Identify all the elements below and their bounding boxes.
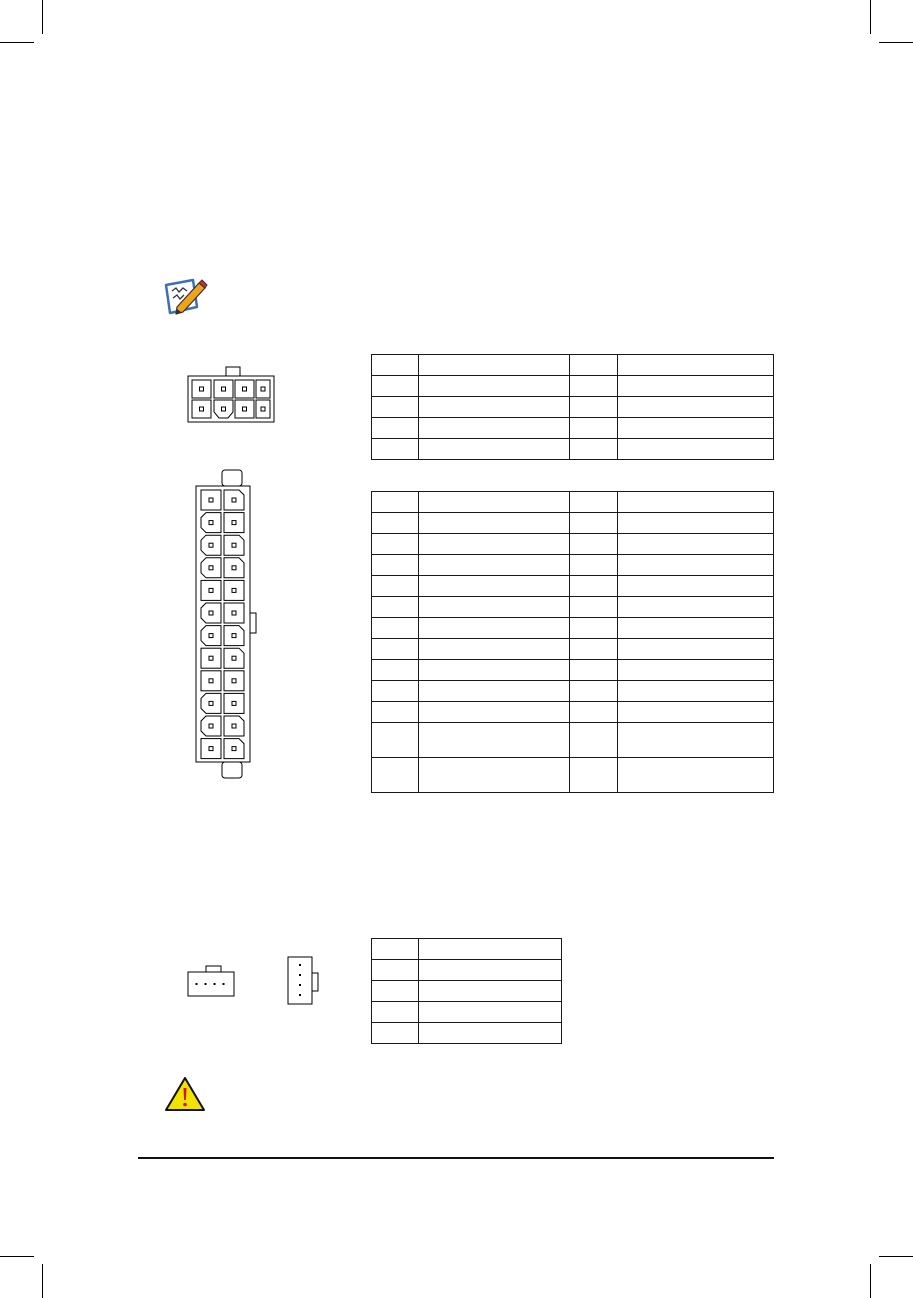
footer-rule: [138, 1157, 774, 1159]
connector-pin: [224, 648, 244, 668]
table-cell: [372, 418, 419, 439]
table-cell: [372, 555, 419, 576]
table-cell: [618, 513, 774, 534]
connector-pin: [224, 513, 244, 533]
connector-pin: [201, 648, 221, 668]
table-row: [372, 418, 774, 439]
connector-pin: [201, 693, 221, 713]
table-row: [372, 513, 774, 534]
table-cell: [618, 555, 774, 576]
connector-pin: [201, 513, 221, 533]
table-cell: [372, 939, 419, 960]
table-row: [372, 960, 562, 981]
connector-pin: [224, 603, 244, 623]
table-cell: [419, 439, 570, 460]
note-pencil-icon: [163, 277, 209, 319]
table-row: [372, 758, 774, 793]
table-cell: [372, 960, 419, 981]
connector-pin: [224, 535, 244, 555]
connector-pin: [201, 603, 221, 623]
table-cell: [372, 1002, 419, 1023]
table-cell: [570, 597, 618, 618]
table-cell: [570, 618, 618, 639]
table-row: [372, 534, 774, 555]
table-row: [372, 397, 774, 418]
connector-pin: [201, 580, 221, 600]
table-cell: [570, 660, 618, 681]
connector-pin: [201, 535, 221, 555]
table-cell: [570, 397, 618, 418]
table-cell: [419, 513, 570, 534]
table-cell: [419, 355, 570, 376]
atx-24pin-connector-diagram: [195, 469, 261, 780]
fan-header-pin-table: [371, 938, 562, 1044]
table-cell: [419, 639, 570, 660]
table-cell: [419, 758, 570, 793]
table-cell: [570, 513, 618, 534]
table-cell: [618, 723, 774, 758]
table-row: [372, 702, 774, 723]
table-row: [372, 576, 774, 597]
table-cell: [618, 534, 774, 555]
table-cell: [618, 702, 774, 723]
table-cell: [419, 534, 570, 555]
table-row: [372, 1002, 562, 1023]
table-row: [372, 1023, 562, 1044]
table-row: [372, 618, 774, 639]
table-cell: [372, 439, 419, 460]
table-cell: [570, 555, 618, 576]
table-row: [372, 939, 562, 960]
atx-12v-8pin-connector-diagram: [184, 366, 278, 424]
table-cell: [618, 492, 774, 513]
fan-header-vertical-diagram: [287, 956, 321, 1006]
table-cell: [419, 939, 562, 960]
table-cell: [570, 702, 618, 723]
table-cell: [618, 376, 774, 397]
table-cell: [618, 418, 774, 439]
table-row: [372, 681, 774, 702]
table-cell: [419, 1023, 562, 1044]
connector-pin: [224, 716, 244, 736]
table-cell: [419, 1002, 562, 1023]
table-cell: [570, 576, 618, 597]
table-cell: [618, 758, 774, 793]
table-row: [372, 660, 774, 681]
table-row: [372, 555, 774, 576]
table-cell: [419, 660, 570, 681]
table-cell: [419, 397, 570, 418]
table-cell: [372, 576, 419, 597]
table-cell: [372, 376, 419, 397]
table-cell: [618, 639, 774, 660]
table-cell: [372, 397, 419, 418]
connector-pin: [224, 626, 244, 646]
table-cell: [618, 576, 774, 597]
table-row: [372, 376, 774, 397]
table-cell: [419, 618, 570, 639]
table-row: [372, 981, 562, 1002]
table-cell: [570, 534, 618, 555]
table-cell: [372, 513, 419, 534]
table-cell: [618, 618, 774, 639]
connector-pin: [201, 671, 221, 691]
table-row: [372, 492, 774, 513]
table-cell: [419, 418, 570, 439]
atx-24pin-table: [371, 491, 774, 793]
table-cell: [570, 418, 618, 439]
connector-pin: [224, 739, 244, 759]
table-cell: [618, 597, 774, 618]
table-cell: [372, 702, 419, 723]
table-row: [372, 355, 774, 376]
fan-header-horizontal-diagram: [187, 964, 235, 998]
table-cell: [419, 723, 570, 758]
table-cell: [618, 439, 774, 460]
connector-pin: [224, 580, 244, 600]
table-cell: [570, 376, 618, 397]
table-cell: [570, 639, 618, 660]
table-row: [372, 597, 774, 618]
table-cell: [372, 618, 419, 639]
table-cell: [570, 758, 618, 793]
table-cell: [419, 492, 570, 513]
table-cell: [372, 758, 419, 793]
table-cell: [419, 597, 570, 618]
connector-pin: [224, 671, 244, 691]
table-cell: [419, 376, 570, 397]
table-cell: [372, 534, 419, 555]
table-cell: [570, 355, 618, 376]
table-cell: [372, 723, 419, 758]
table-cell: [618, 660, 774, 681]
atx-12v-pin-table: [371, 354, 774, 460]
connector-pin: [224, 558, 244, 578]
connector-pin: [201, 490, 221, 510]
table-cell: [570, 681, 618, 702]
table-cell: [372, 597, 419, 618]
connector-pin: [201, 558, 221, 578]
connector-pin: [201, 739, 221, 759]
table-cell: [419, 576, 570, 597]
table-cell: [570, 723, 618, 758]
caution-warning-icon: [164, 1076, 206, 1112]
connector-pin: [224, 490, 244, 510]
table-cell: [372, 1023, 419, 1044]
table-row: [372, 639, 774, 660]
table-row: [372, 439, 774, 460]
table-cell: [618, 397, 774, 418]
table-cell: [372, 660, 419, 681]
connector-pin: [224, 693, 244, 713]
table-cell: [419, 960, 562, 981]
table-cell: [419, 981, 562, 1002]
table-cell: [372, 639, 419, 660]
table-cell: [570, 439, 618, 460]
table-cell: [372, 681, 419, 702]
table-cell: [618, 355, 774, 376]
table-cell: [419, 681, 570, 702]
table-row: [372, 723, 774, 758]
table-cell: [570, 492, 618, 513]
connector-pin: [201, 626, 221, 646]
table-cell: [372, 355, 419, 376]
connector-pin: [201, 716, 221, 736]
table-cell: [618, 681, 774, 702]
table-cell: [419, 555, 570, 576]
table-cell: [372, 981, 419, 1002]
table-cell: [419, 702, 570, 723]
table-cell: [372, 492, 419, 513]
